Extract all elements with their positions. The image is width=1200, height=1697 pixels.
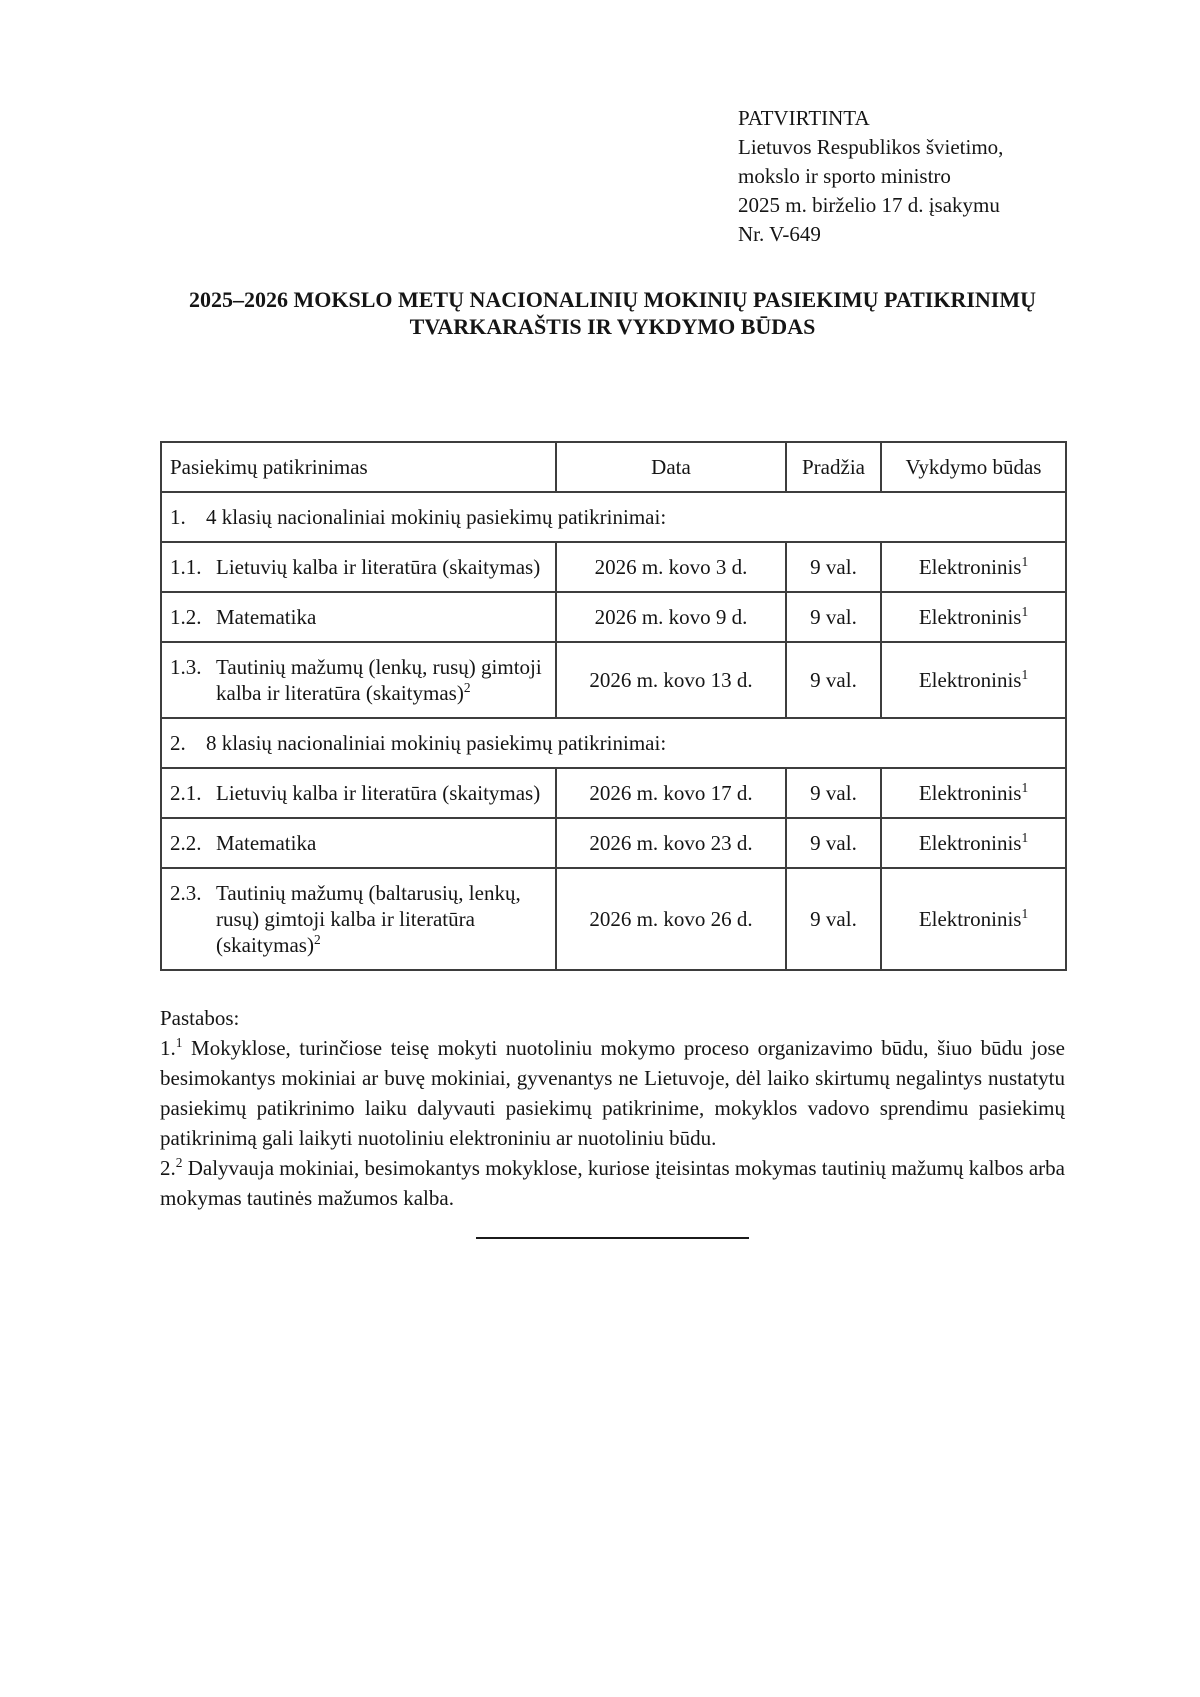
start-time-cell: 9 val. (786, 592, 881, 642)
footnote-ref: 1 (1021, 830, 1029, 845)
footnote-marker: 2 (175, 1155, 183, 1170)
date-cell: 2026 m. kovo 3 d. (556, 542, 786, 592)
test-name-cell (161, 592, 556, 642)
notes-section (160, 1003, 1065, 1213)
start-time-cell: 9 val. (786, 868, 881, 970)
date-cell: 2026 m. kovo 23 d. (556, 818, 786, 868)
footnote-ref: 1 (1021, 554, 1029, 569)
note-number: 1. (160, 1036, 176, 1060)
date-cell: 2026 m. kovo 13 d. (556, 642, 786, 718)
footnote-marker: 1 (175, 1035, 183, 1050)
start-time-cell: 9 val. (786, 642, 881, 718)
table-header-row (161, 442, 1066, 492)
footnote-ref: 1 (1021, 667, 1029, 682)
approval-line: Lietuvos Respublikos švietimo, (738, 135, 1004, 159)
note-text: Mokyklose, turinčiose teisę mokyti nuotoliniu mokymo proceso organizavimo būdu, šiuo būdu jose besimokantys mokiniai ar buvę mokiniai, gyvenantys ne Lietuvoje, dėl laiko skirtumų negalintys nustatytu pasiekimų patikrinimo laiku dalyvauti pasiekimų patikrinime, mokyklos vadovo sprendimu pasiekimų patikrinimą gali laikyti nuotoliniu elektroniniu ar nuotoliniu būdu. (160, 1036, 1065, 1150)
row-number: 2.1. (170, 781, 202, 805)
section-label: 8 klasių nacionaliniai mokinių pasiekimų patikrinimai: (206, 731, 667, 755)
test-name: Tautinių mažumų (baltarusių, lenkų, rusų) gimtoji kalba ir literatūra (skaitymas)$^2$ (216, 881, 521, 957)
table-row-2-3 (161, 868, 1066, 970)
test-name: Matematika (216, 831, 317, 855)
document-title-line-1: 2025–2026 MOKSLO METŲ NACIONALINIŲ MOKINIŲ PASIEKIMŲ PATIKRINIMŲ (188, 287, 1037, 312)
start-time-cell: 9 val. (786, 542, 881, 592)
test-name: Matematika (216, 605, 317, 629)
signature-line (476, 1237, 749, 1239)
date-cell: 2026 m. kovo 26 d. (556, 868, 786, 970)
header-cell-test: Pasiekimų patikrinimas (161, 442, 556, 492)
start-time-cell: 9 val. (786, 818, 881, 868)
test-name-cell (161, 818, 556, 868)
note-item-2 (160, 1153, 1065, 1213)
test-name-cell (161, 542, 556, 592)
table-row-2-2 (161, 818, 1066, 868)
footnote-ref: 2 (313, 932, 321, 947)
header-cell-mode: Vykdymo būdas (881, 442, 1066, 492)
footnote-ref: 1 (1021, 780, 1029, 795)
row-number: 1.3. (170, 655, 202, 679)
header-cell-start: Pradžia (786, 442, 881, 492)
header-cell-date: Data (556, 442, 786, 492)
row-number: 2.2. (170, 831, 202, 855)
mode-cell: Elektroninis$^1$ (881, 642, 1066, 718)
section-number: 2. (170, 731, 186, 755)
section-row-2 (161, 718, 1066, 768)
mode-cell: Elektroninis$^1$ (881, 868, 1066, 970)
notes-heading: Pastabos: (160, 1006, 240, 1030)
document-title (160, 286, 1065, 340)
section-number: 1. (170, 505, 186, 529)
section-cell (161, 492, 1066, 542)
footnote-ref: 1 (1021, 906, 1029, 921)
note-item-1 (160, 1033, 1065, 1153)
approval-line: 2025 m. birželio 17 d. įsakymu (738, 193, 1000, 217)
table-row-1-3 (161, 642, 1066, 718)
mode-cell: Elektroninis$^1$ (881, 768, 1066, 818)
test-name-cell (161, 768, 556, 818)
mode-cell: Elektroninis$^1$ (881, 542, 1066, 592)
section-label: 4 klasių nacionaliniai mokinių pasiekimų patikrinimai: (206, 505, 667, 529)
mode-cell: Elektroninis$^1$ (881, 592, 1066, 642)
table-row-2-1 (161, 768, 1066, 818)
row-number: 1.1. (170, 555, 202, 579)
date-cell: 2026 m. kovo 17 d. (556, 768, 786, 818)
section-cell (161, 718, 1066, 768)
footnote-ref: 2 (463, 680, 471, 695)
test-name: Lietuvių kalba ir literatūra (skaitymas) (216, 781, 541, 805)
test-name: Lietuvių kalba ir literatūra (skaitymas) (216, 555, 541, 579)
approval-line: Nr. V-649 (738, 222, 821, 246)
document-title-line-2: TVARKARAŠTIS IR VYKDYMO BŪDAS (409, 314, 816, 339)
test-name-cell (161, 868, 556, 970)
footnote-ref: 1 (1021, 604, 1029, 619)
table-row-1-1 (161, 542, 1066, 592)
schedule-table (160, 441, 1067, 971)
table-row-1-2 (161, 592, 1066, 642)
mode-cell: Elektroninis$^1$ (881, 818, 1066, 868)
approval-line: mokslo ir sporto ministro (738, 164, 951, 188)
document-content (160, 0, 1065, 1239)
note-text: Dalyvauja mokiniai, besimokantys mokyklose, kuriose įteisintas mokymas tautinių mažumų kalbos arba mokymas tautinės mažumos kalba. (160, 1156, 1066, 1210)
note-number: 2. (160, 1156, 176, 1180)
approval-line: PATVIRTINTA (738, 106, 870, 130)
test-name: Tautinių mažumų (lenkų, rusų) gimtoji kalba ir literatūra (skaitymas)$^2$ (216, 655, 542, 705)
test-name-cell (161, 642, 556, 718)
date-cell: 2026 m. kovo 9 d. (556, 592, 786, 642)
section-row-1 (161, 492, 1066, 542)
start-time-cell: 9 val. (786, 768, 881, 818)
row-number: 1.2. (170, 605, 202, 629)
row-number: 2.3. (170, 881, 202, 905)
approval-block (738, 0, 1065, 249)
